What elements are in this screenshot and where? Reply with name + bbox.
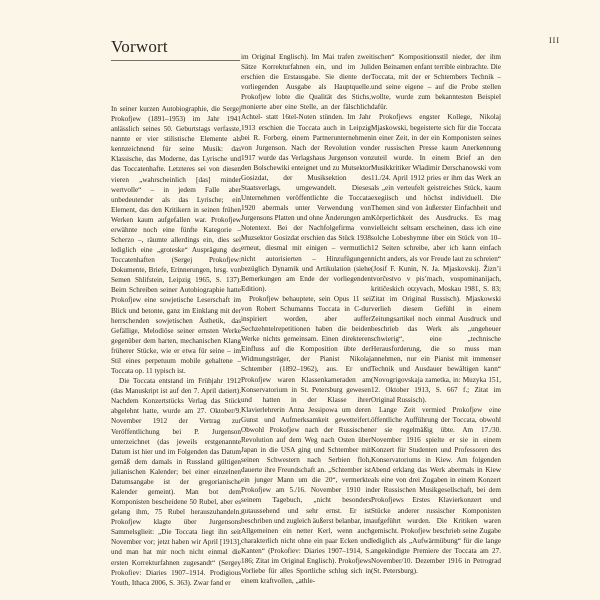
text-column-2 — [241, 52, 371, 586]
page-title: Vorwort — [111, 37, 168, 56]
page-number: III — [549, 36, 560, 45]
title-rule — [111, 60, 240, 61]
paragraph: Lange Zeit vermied Prokofjew eine öffentliche Aufführung der Toccata, obwohl er sie regelmäßig übte. Am 17./30. November 1916 spielte er sie in einem Konzert für Studenten und Professoren des Konservatoriums in Kiew. Am folgenden Abend erklang das Werk abermals in Kiew als eine von drei Zugaben in einem Konzert der Russischen Musikgesellschaft, bei dem Prokofjews Erstes Klavierkonzert und Stücke anderer russischer Komponisten aufgeführt wurden. Die Kritiken waren gemischt. Prokofjew beschrieb seine Zugabe lediglich als „Aufwärmübung“ für die lange angekündigte Premiere der Toccata am 27. November/10. Dezember 1916 in Petrograd (St. Petersburg). — [371, 405, 501, 575]
text-column-3 — [371, 52, 501, 576]
paragraph: Die Toccata entstand im Frühjahr 1912 (das Manuskript ist auf den 7. April datiert). Nachdem Konzertstücks Verlag das Stück abgelehnt hatte, wurde am 27. Oktober/9. November 1912 der Vertrag zur Veröffentlichung bei P. Jurgenson unterzeichnet (das jeweils erstgenannte Datum ist hier und im Folgenden das Datum gemäß dem damals in Russland gültigen julianischen Kalender; bei einer einzelnen Datumsangabe ist der gregorianische Kalender gemeint). Man bot dem Komponisten bescheidene 50 Rubel, aber es gelang ihm, 75 Rubel herauszuhandeln. Prokofjew klagte über Jurgensons Sammelsglieit: „Die Toccata liegt ihn seit November vor; jetzt haben wir April [1913], und man hat mir noch nicht einmal die ersten Korrekturfahnen zugesandt“ (Sergey Prokofiev: Diaries 1907–1914. Prodigious Youth, Ithaca 2006, S. 363). Zwar fand er — [111, 377, 241, 587]
paragraph: Prokofjew behauptete, sein Opus 11 sei von Robert Schumanns Toccata in C-dur inspiriert worden, aber auffer Sechzehntelrepetitionen haben die beiden Werke nichts gemeinsam. Einen direkteren Einfluss auf die Komposition übte der Widmungsträger, der Pianist Nikolaj Schtember (1892–1962), aus. Er und Prokofjew waren Klassenkameraden am Konservatorium in St. Petersburg gewesen und hatten in der Klasse ihrer Klavierlehrerin Anna Jessipowa um deren Gunst und Aufmerksamkeit gewetteifert. Obwohl Prokofjew nach der Russischen Revolution auf dem Weg nach Osten über Japan in die USA ging und Schtember mit seinen Schwestern nach Serbien floh, dauerte ihre Freundschaft an. „Schtember ist ein junger Mann um die 20“, vermerkte Prokofjew am 5./16. November 1910 in seinem Tagebuch, „nicht besonders gutaussehend und sehr ernst. Er ist beschriben und zugleich äußerst belanbar, im Allgemeinen ein netter Kerl, wenn auch charakterlich nicht ohne ein paar Ecken und Kanten“ (Prokofiev: Diaries 1907–1914, S. 186; Zitat im Original Englisch). Prokofjews Vorliebe für alles Sportliche schlug sich in einem kraftvollen, „athle- — [241, 294, 371, 586]
paragraph: tischen“ Kompositionsstil nieder, der ihm den Beinamen enfant terrible einbrachte. Die Toccata, mit der er Schtembers Technik – und seine eigene – auf die Probe stellen wollte, wurde zum bekanntesten Beispiel dafür. — [371, 53, 501, 112]
paragraph: im Original Englisch). Im Mai trafen zwei Sätze Korrekturfahnen ein, und im Juli erschien die Erstausgabe. Sie diente der vorliegenden Ausgabe als Hauptquelle. Prokofjew lobte die Qualität des Stichs, monierte aber eine Stelle, an der fälschlich Achtel- statt 16tel-Noten stünden. Im Jahr 1913 erschien die Toccata auch in Leipzig bei R. Forberg, einem Partnerunternehmen von Jurgenson. Nach der Revolution von 1917 wurde das Verlagshaus Jurgenson von den Bolschewiki enteignet und zu Mutsektor Gosizdat, der Musiksektion des Staatsverlags, umgewandelt. Dieses Unternehmen veröffentlichte die Toccata 1920 abermals unter Verwendung von Jurgensons Platten und ohne Änderungen am Notentext. Bei der Nachfolgefirma von Muzsektor Gosizdat erschien das Stück 1938 erneut, diesmal mit einigen – vermutlich nicht autorisierten – Hinzufügungen bezüglich Dynamik und Artikulation (siehe Bemerkungen am Ende der vorliegenden Edition). — [241, 53, 371, 293]
text-column-1 — [111, 104, 241, 588]
paragraph: Prokofjews engster Kollege, Nikolaj Mjaskowski, begeisterte sich für die Toccata in einer Zeit, in der ein Komponisten seines der russischen Presse kaum Anerkennung zuteil wurde. In einem Brief an den Musikkritiker Wladimir Derschanowski vom 11./24. April 1912 pries er ihm das Werk an als „ein verteufelt geistreiches Stück, kaum exegiisch und höchst individuell. Die Themen sind von äußerster Einfachheit und Körperlichkeit des Ausdrucks. Es mag vielleicht seltsam erscheinen, dass ich eine solche Lobeshymne über ein Stück von 10–12 Seiten schreibe, aber ich kann einfach nicht anders, als vor Freude laut zu schreien“ (Josif F. Kunin, N. Ja. Mjaskovskij. Žizn’i tvorčestvo v pis’mach, vospominanijach, kritičeskich otzyvach, Moskau 1981, S. 83; Zitat im Original Russisch). Mjaskowski verlieh diesem Gefühl in einem Zeitungsartikel noch einmal Ausdruck und beschrieb das Werk als „ungeheuer schwierig“, eine „technische Herausforderung, die so muss man annehmen, nur ein Pianist mit immenser Technik und Ausdauer bewältigen kann“ (Novogrigovskaja zametka, in: Muzyka 151, 12. Oktober 1913, S. 667 f.; Zitat im Original Russisch). — [371, 113, 501, 404]
paragraph: In seiner kurzen Autobiographie, die Sergej Prokofjew (1891–1953) im Jahr 1941 anlässlich seines 50. Geburtstags verfasste, nannte er vier stilistische Elemente als kennzeichnend für seine Musik: das Klassische, das Moderne, das Lyrische und das Toccatenhafte. Letzteres sei von diesen vieren „wahrscheinlich [das] minder wertvolle“ – in jedem Falle aber unbedeutender als das Lyrische; ein Element, das den Kritikern in seinen frühen Werken kaum aufgefallen war. Prokofjew erwähnte noch eine fünfte Kategorie – Scherzo –, räumte allerdings ein, dies sei lediglich eine „groteske“ Ausprägung des Toccatenhaften (Sergej Prokofjew: Dokumente, Briefe, Erinnerungen, hrsg. von Semen Shlifstein, Leipzig 1965, S. 137). Beim Schreiben seiner Autobiographie hatte Prokofjew eine sowjetische Leserschaft im Blick und betonte, ganz im Einklang mit der herrschenden sowjetischen Ästhetik, das Gefällige, Melodiöse seiner ernsten Werke gegenüber dem harten, mechanischen Klang früherer Stücke, wie er etwa für seine – im Stil eines perpetuum mobile gehaltene – Toccata op. 11 typisch ist. — [111, 105, 241, 376]
